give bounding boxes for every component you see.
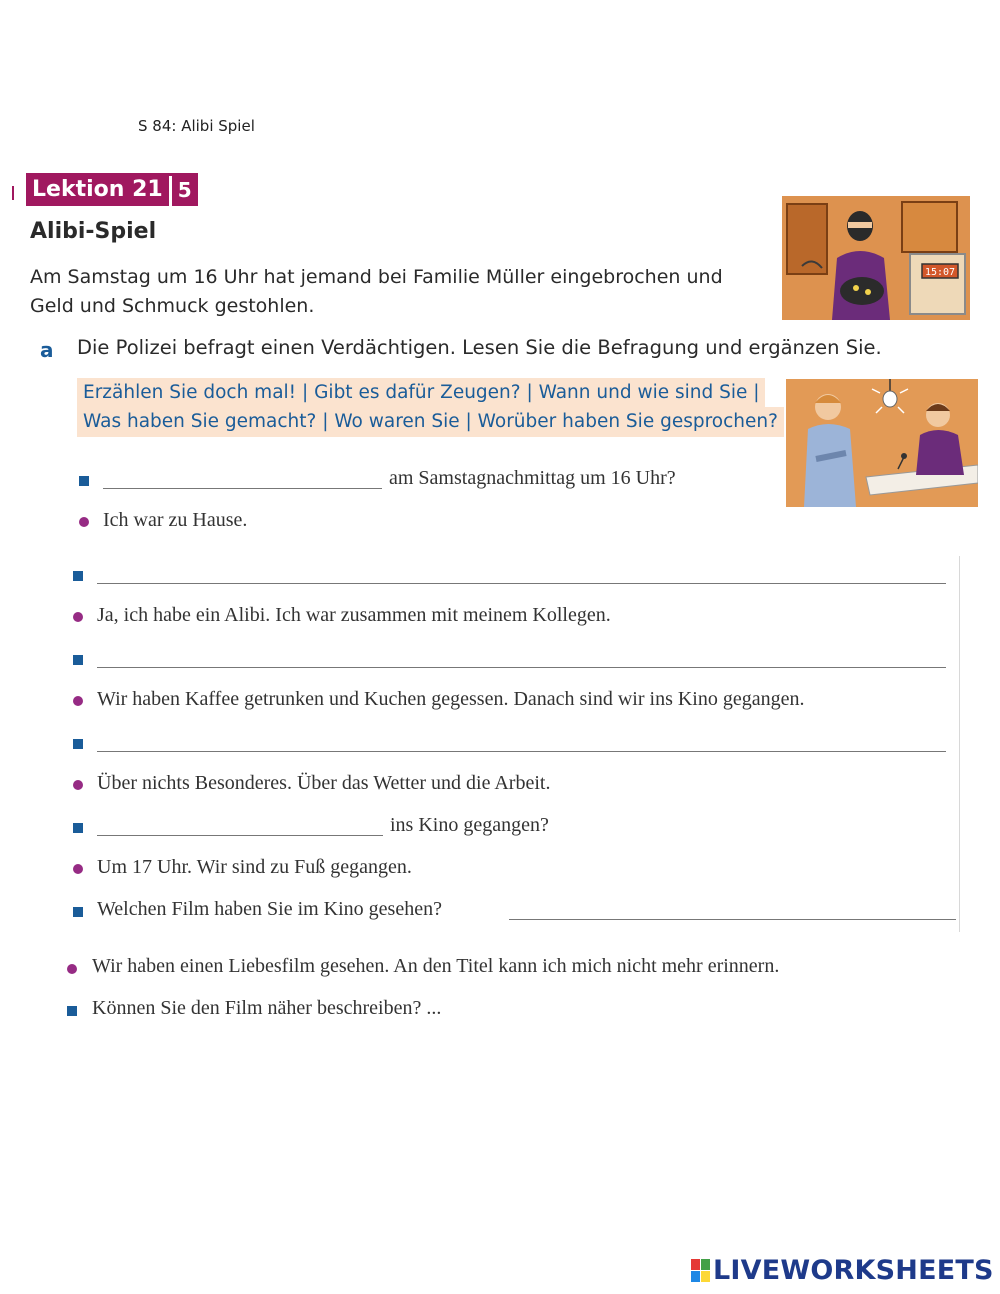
answer-6: Wir haben einen Liebesfilm gesehen. An den Titel kann ich mich nicht mehr erinnern. [92, 955, 780, 977]
question-marker [73, 571, 83, 581]
answer-2: Ja, ich habe ein Alibi. Ich war zusammen mit meinem Kollegen. [97, 604, 611, 626]
question-1-suffix: am Samstagnachmittag um 16 Uhr? [389, 467, 676, 489]
answer-blank-3[interactable] [97, 667, 946, 668]
answer-marker [79, 517, 89, 527]
question-6: Welchen Film haben Sie im Kino gesehen? [97, 898, 442, 920]
question-marker [79, 476, 89, 486]
page-reference: S 84: Alibi Spiel [138, 117, 255, 135]
answer-marker [73, 612, 83, 622]
question-7: Können Sie den Film näher beschreiben? ... [92, 997, 442, 1019]
lesson-number: 5 [172, 176, 198, 206]
question-marker [67, 1006, 77, 1016]
answer-blank-1[interactable] [103, 488, 382, 489]
question-5-suffix: ins Kino gegangen? [390, 814, 549, 836]
answer-marker [67, 964, 77, 974]
question-marker [73, 823, 83, 833]
phrase-box-row-1: Erzählen Sie doch mal! | Gibt es dafür Zeugen? | Wann und wie sind Sie | [77, 378, 765, 408]
frame-border [959, 556, 960, 932]
page-title: Alibi-Spiel [30, 219, 157, 244]
question-marker [73, 739, 83, 749]
interrogation-illustration [786, 379, 978, 507]
liveworksheets-logo [691, 1255, 994, 1286]
answer-3: Wir haben Kaffee getrunken und Kuchen gegessen. Danach sind wir ins Kino gegangen. [97, 688, 805, 710]
answer-blank-5[interactable] [97, 835, 383, 836]
clock-display: 15:07 [924, 267, 956, 278]
lesson-badge [26, 173, 198, 206]
burglar-illustration [782, 196, 970, 320]
question-marker [73, 655, 83, 665]
phrase-box-row-2: Was haben Sie gemacht? | Wo waren Sie | Worüber haben Sie gesprochen? [77, 407, 784, 437]
answer-5: Um 17 Uhr. Wir sind zu Fuß gegangen. [97, 856, 412, 878]
task-letter: a [40, 338, 54, 362]
answer-1: Ich war zu Hause. [103, 509, 248, 531]
lesson-label: Lektion 21 [26, 176, 169, 206]
answer-blank-4[interactable] [97, 751, 946, 752]
answer-blank-6[interactable] [509, 919, 956, 920]
answer-blank-2[interactable] [97, 583, 946, 584]
answer-marker [73, 696, 83, 706]
answer-marker [73, 864, 83, 874]
intro-text: Am Samstag um 16 Uhr hat jemand bei Familie Müller eingebrochen und Geld und Schmuck gestohlen. [30, 266, 723, 317]
question-marker [73, 907, 83, 917]
task-instruction: Die Polizei befragt einen Verdächtigen. Lesen Sie die Befragung und ergänzen Sie. [77, 336, 882, 359]
answer-marker [73, 780, 83, 790]
logo-text: LIVEWORKSHEETS [713, 1255, 994, 1286]
margin-tick [12, 186, 14, 200]
logo-icon [691, 1259, 710, 1282]
answer-4: Über nichts Besonderes. Über das Wetter und die Arbeit. [97, 772, 551, 794]
